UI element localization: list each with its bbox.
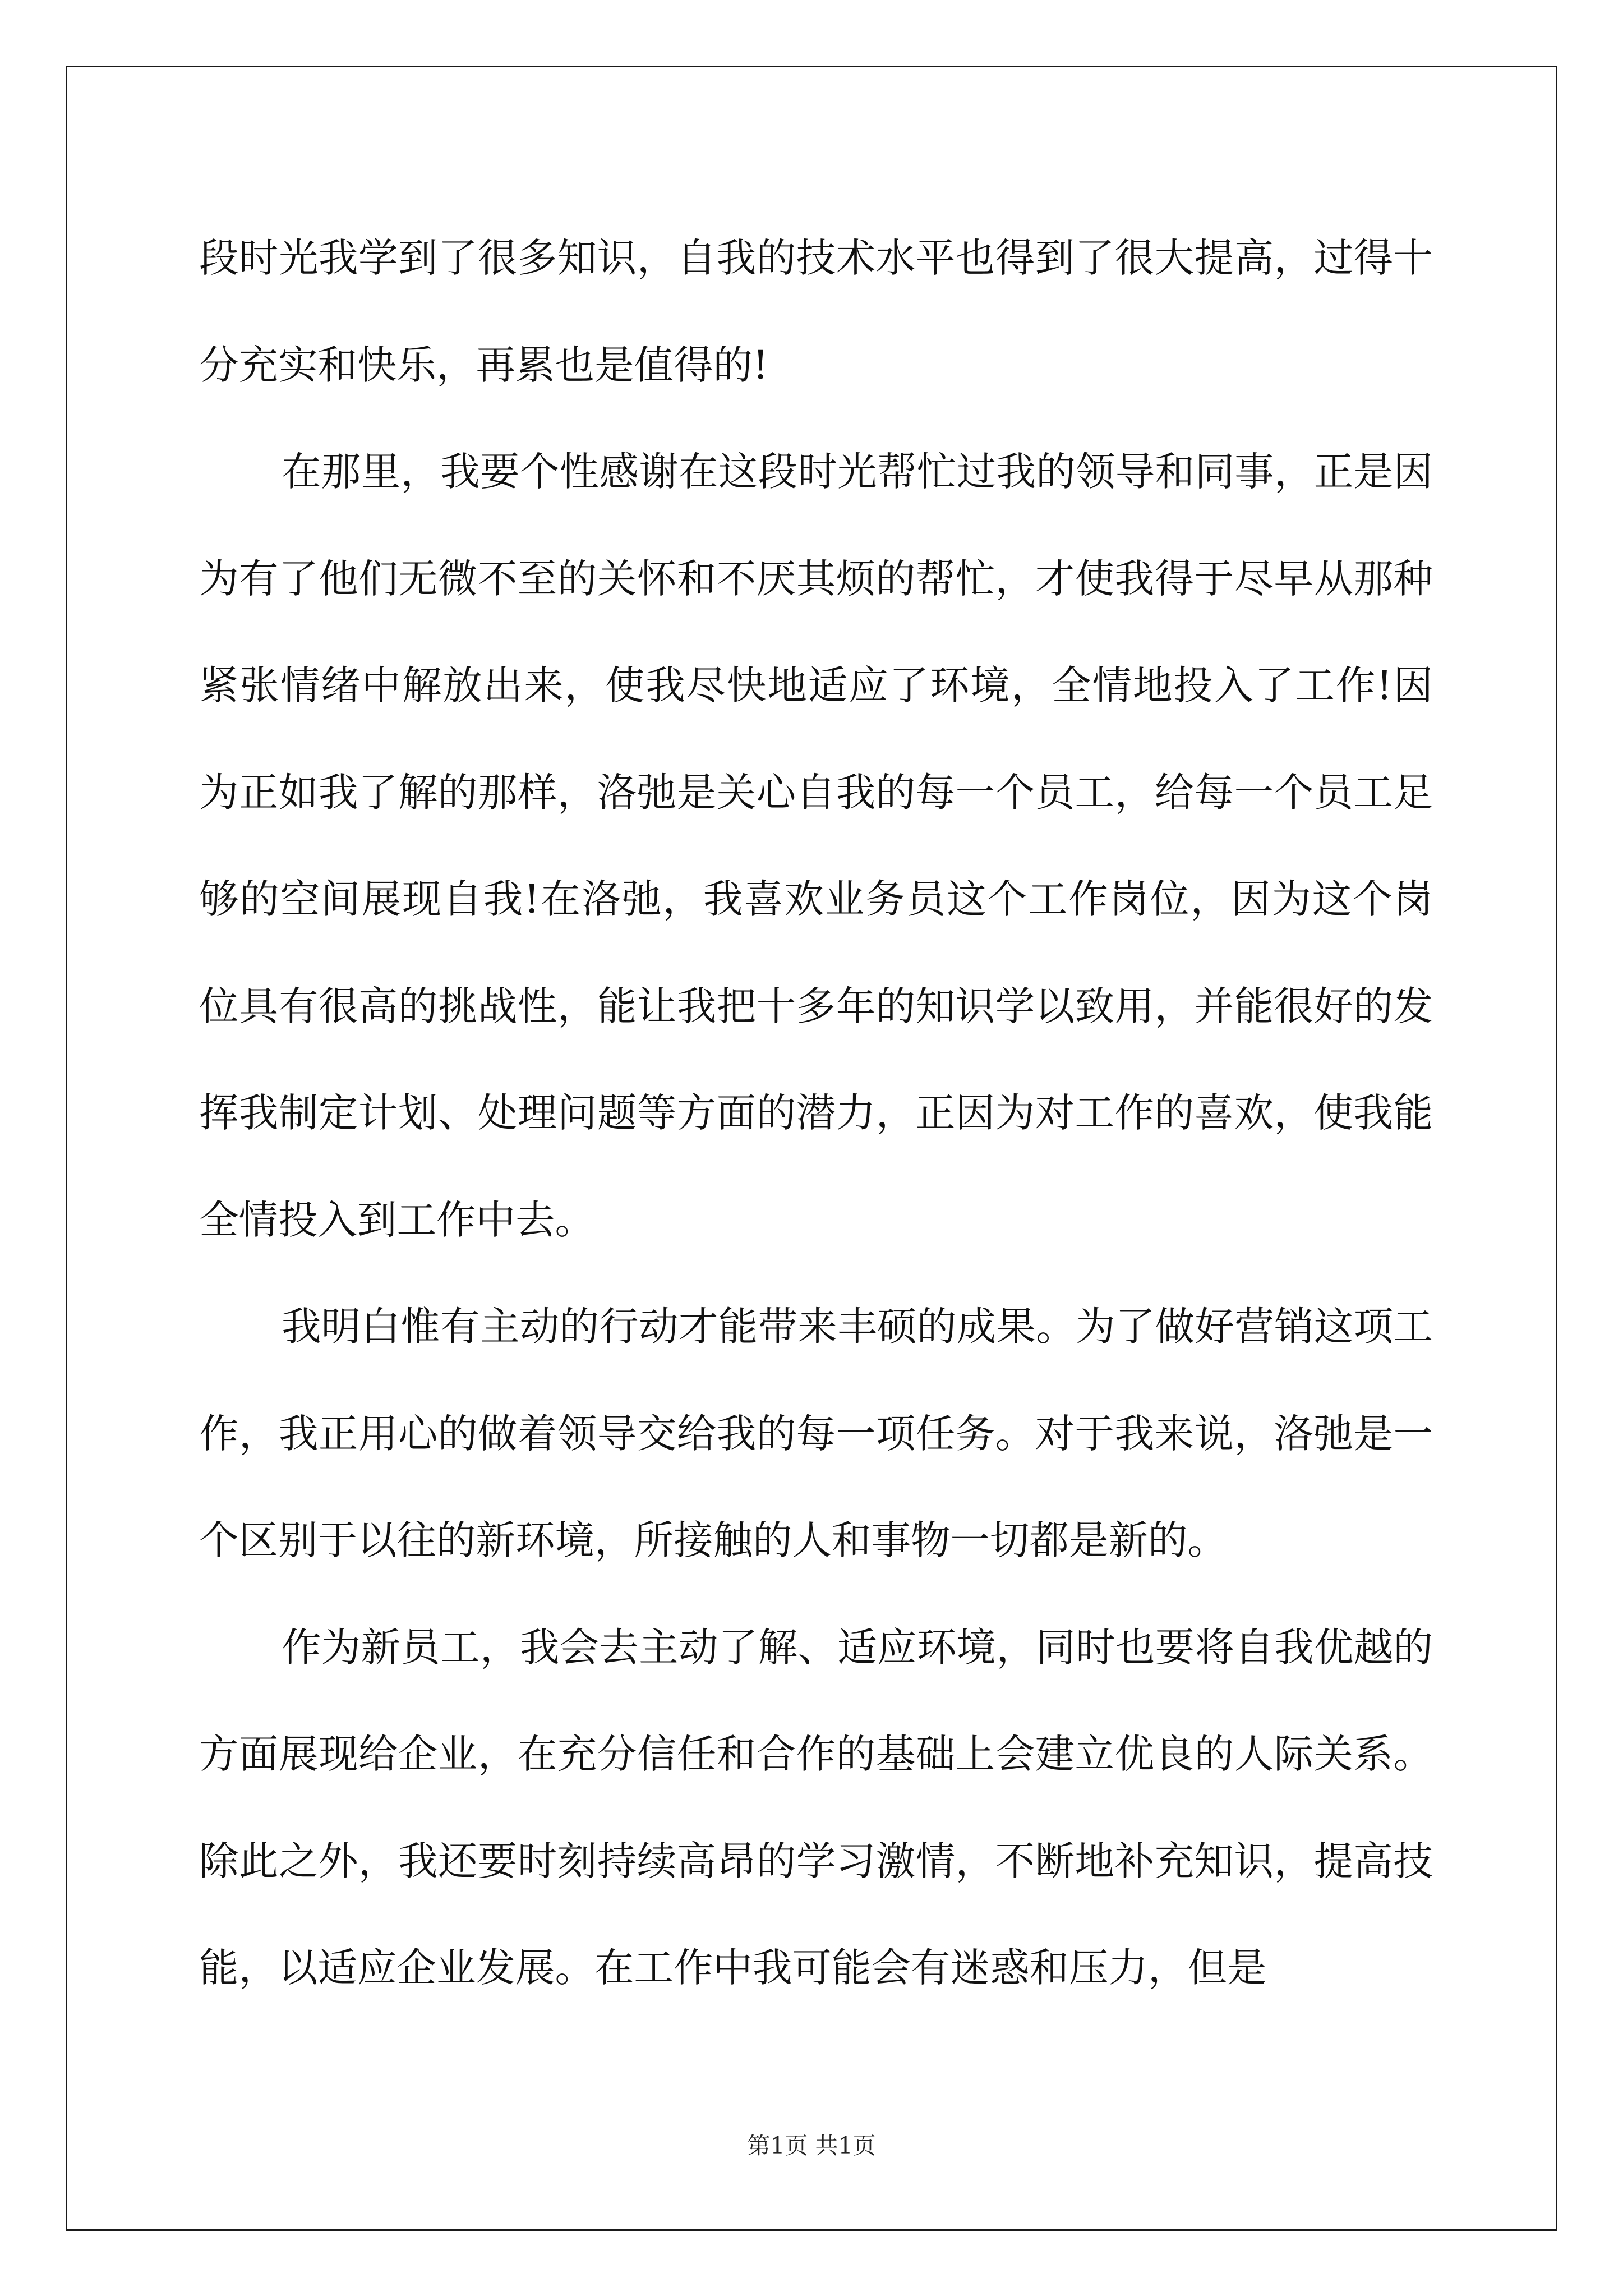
document-body: [199, 205, 1433, 2022]
paragraph-2: 在那里，我要个性感谢在这段时光帮忙过我的领导和同事，正是因为有了他们无微不至的关怀和不厌其烦的帮忙，才使我得于尽早从那种紧张情绪中解放出来，使我尽快地适应了环境，全情地投入了工作!因为正如我了解的那样，洛弛是关心自我的每一个员工，给每一个员工足够的空间展现自我!在洛弛，我喜欢业务员这个工作岗位，因为这个岗位具有很高的挑战性，能让我把十多年的知识学以致用，并能很好的发挥我制定计划、处理问题等方面的潜力，正因为对工作的喜欢，使我能全情投入到工作中去。: [199, 449, 1433, 1243]
paragraph-3: 我明白惟有主动的行动才能带来丰硕的成果。为了做好营销这项工作，我正用心的做着领导交给我的每一项任务。对于我来说，洛弛是一个区别于以往的新环境，所接触的人和事物一切都是新的。: [199, 1304, 1433, 1563]
paragraph-4: 作为新员工，我会去主动了解、适应环境，同时也要将自我优越的方面展现给企业，在充分信任和合作的基础上会建立优良的人际关系。除此之外，我还要时刻持续高昂的学习激情，不断地补充知识，提高技能，以适应企业发展。在工作中我可能会有迷惑和压力，但是: [199, 1624, 1433, 1991]
paragraph-1: 段时光我学到了很多知识，自我的技术水平也得到了很大提高，过得十分充实和快乐，再累也是值得的!: [199, 235, 1433, 388]
page-number-footer: 第1页 共1页: [747, 2132, 876, 2159]
